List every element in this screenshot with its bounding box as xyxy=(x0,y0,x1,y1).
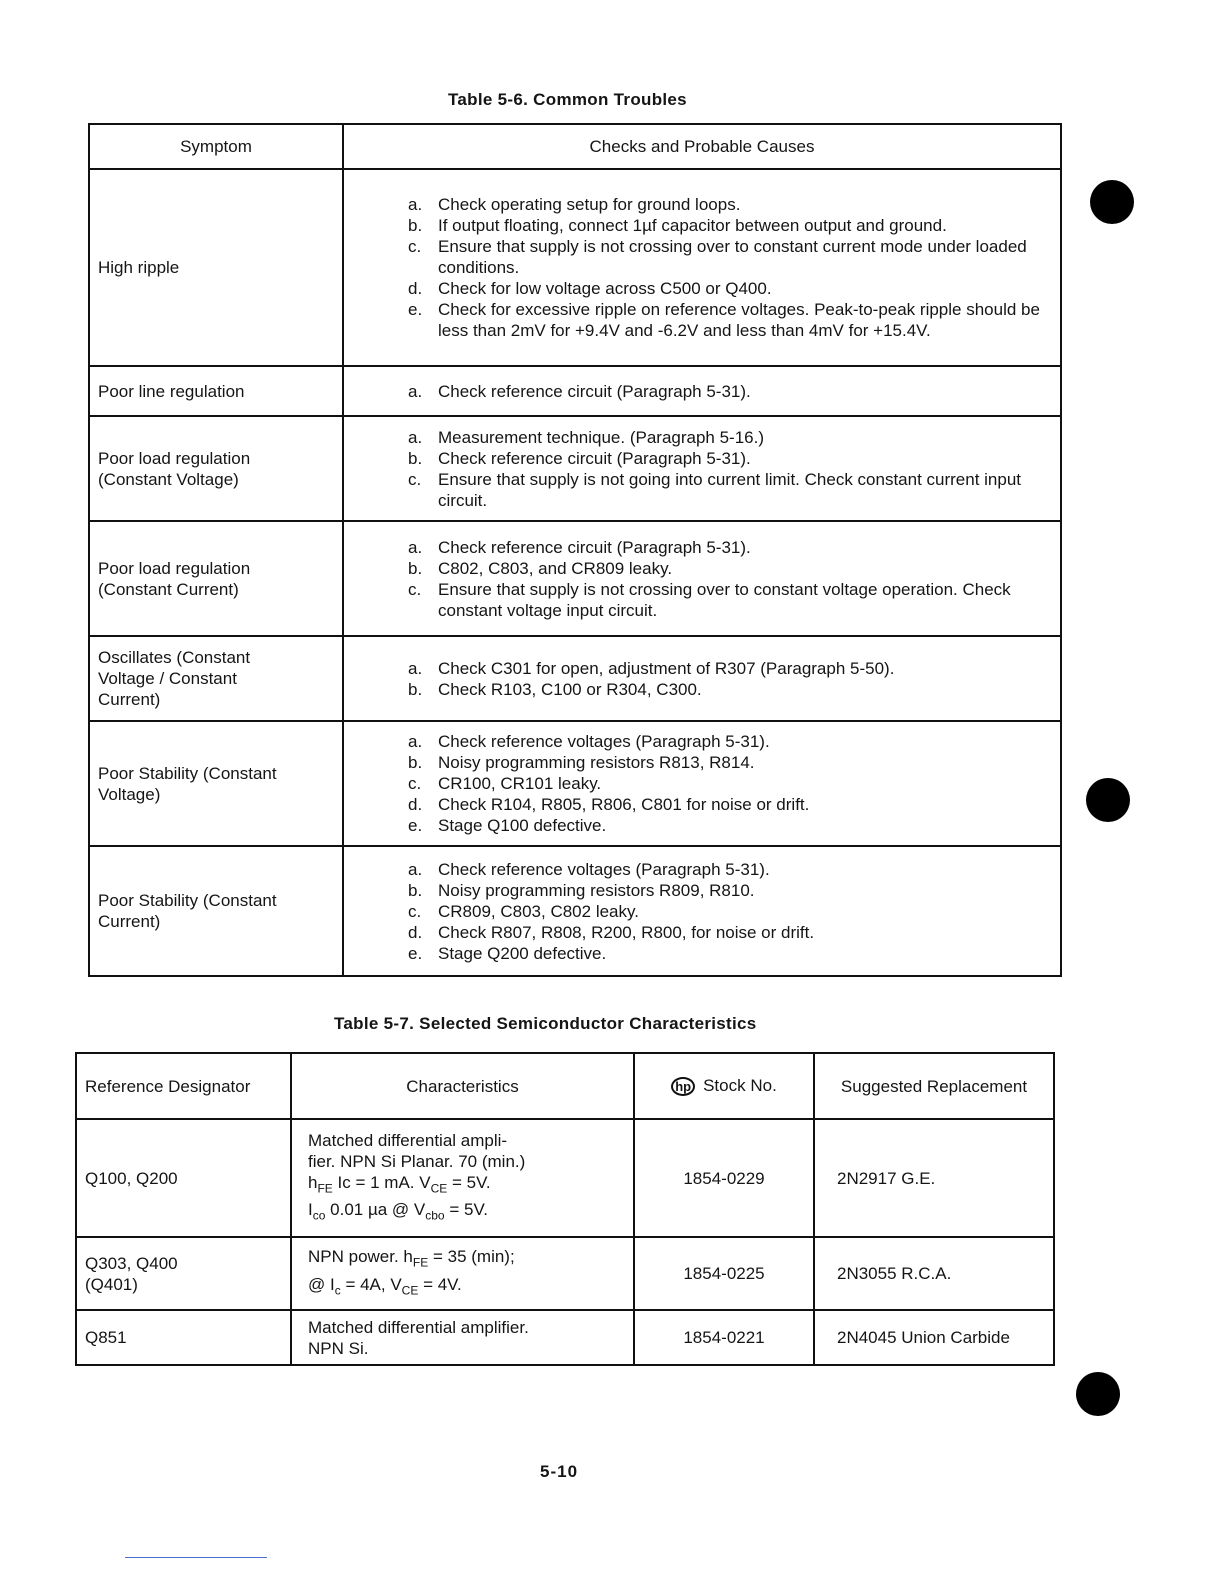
subscript: FE xyxy=(412,1255,429,1270)
check-item xyxy=(408,943,1056,964)
check-item xyxy=(408,679,1056,700)
item-text: Check reference circuit (Paragraph 5-31). xyxy=(438,537,751,557)
characteristics-line xyxy=(308,1338,625,1359)
reference-cell xyxy=(76,1119,291,1237)
check-item xyxy=(408,658,1056,679)
item-letter: e. xyxy=(408,816,423,835)
item-text: Ensure that supply is not crossing over to constant voltage operation. Check constant voltage input circuit. xyxy=(438,579,1011,620)
checks-cell xyxy=(343,636,1061,721)
item-letter: d. xyxy=(408,922,423,942)
item-text: Check reference circuit (Paragraph 5-31). xyxy=(438,448,751,468)
item-letter: c. xyxy=(408,579,422,599)
item-letter: b. xyxy=(408,558,423,578)
check-item xyxy=(408,794,1056,815)
text-segment: 0.01 µa @ V xyxy=(325,1200,426,1219)
table-row xyxy=(89,416,1061,521)
item-letter: b. xyxy=(408,448,423,468)
characteristics-line xyxy=(308,1317,625,1338)
item-text: Ensure that supply is not going into current limit. Check constant current input circuit. xyxy=(438,469,1022,510)
header-characteristics: Characteristics xyxy=(291,1053,634,1119)
binder-hole-icon xyxy=(1076,1372,1120,1416)
reference-line: Q303, Q400 xyxy=(85,1253,178,1273)
table-row xyxy=(76,1119,1054,1237)
check-item xyxy=(408,815,1056,836)
semiconductor-table xyxy=(75,1052,1055,1366)
text-segment: = 5V. xyxy=(444,1200,488,1219)
table-row xyxy=(89,846,1061,976)
item-letter: a. xyxy=(408,859,423,879)
table-row xyxy=(89,366,1061,416)
header-symptom: Symptom xyxy=(89,124,343,169)
subscript: co xyxy=(312,1208,326,1223)
binder-hole-icon xyxy=(1090,180,1134,224)
checks-cell xyxy=(343,846,1061,976)
check-item xyxy=(408,427,1056,448)
item-text: Check R103, C100 or R304, C300. xyxy=(438,679,702,699)
item-letter: a. xyxy=(408,658,423,678)
reference-line: Q100, Q200 xyxy=(85,1168,178,1188)
check-item xyxy=(408,469,1056,511)
text-segment: = 35 (min); xyxy=(428,1247,515,1267)
text-segment: Matched differential amplifier. xyxy=(308,1317,529,1337)
stock-cell: 1854-0225 xyxy=(634,1237,814,1310)
check-item xyxy=(408,448,1056,469)
item-text: CR100, CR101 leaky. xyxy=(438,774,602,793)
check-item xyxy=(408,731,1056,752)
replacement-cell: 2N3055 R.C.A. xyxy=(814,1237,1054,1310)
replacement-cell: 2N2917 G.E. xyxy=(814,1119,1054,1237)
item-letter: b. xyxy=(408,753,423,772)
characteristics-line xyxy=(308,1199,625,1226)
symptom-cell: Poor Stability (Constant Current) xyxy=(89,846,343,976)
item-letter: b. xyxy=(408,216,423,235)
item-text: Noisy programming resistors R809, R810. xyxy=(438,880,755,900)
text-segment: = 4A, V xyxy=(340,1274,402,1294)
item-letter: d. xyxy=(408,279,423,298)
characteristics-line xyxy=(308,1151,625,1172)
binder-hole-icon xyxy=(1086,778,1130,822)
text-segment: I xyxy=(308,1200,313,1219)
item-letter: a. xyxy=(408,537,423,557)
check-item xyxy=(408,537,1056,558)
subscript: FE xyxy=(317,1181,333,1195)
item-text: Ensure that supply is not crossing over to constant current mode under loaded conditions. xyxy=(438,237,1027,277)
text-segment: = 4V. xyxy=(418,1274,462,1294)
reference-line: Q851 xyxy=(85,1328,127,1347)
item-letter: a. xyxy=(408,732,423,751)
characteristics-line xyxy=(308,1130,625,1151)
item-text: Stage Q100 defective. xyxy=(438,816,607,835)
symptom-cell: Poor Stability (Constant Voltage) xyxy=(89,721,343,846)
table-row xyxy=(89,721,1061,846)
item-text: Check R807, R808, R200, R800, for noise or drift. xyxy=(438,922,815,942)
footer-rule xyxy=(125,1557,267,1558)
subscript: c xyxy=(334,1282,341,1297)
check-item xyxy=(408,299,1056,341)
symptom-cell: High ripple xyxy=(89,169,343,366)
table-5-6-title: Table 5-6. Common Troubles xyxy=(448,90,687,109)
symptom-cell: Oscillates (Constant Voltage / Constant Current) xyxy=(89,636,343,721)
item-letter: e. xyxy=(408,943,423,963)
check-item xyxy=(408,922,1056,943)
table-row xyxy=(89,169,1061,366)
header-reference: Reference Designator xyxy=(76,1053,291,1119)
header-checks: Checks and Probable Causes xyxy=(343,124,1061,169)
item-text: Check reference voltages (Paragraph 5-31). xyxy=(438,859,770,879)
subscript: CE xyxy=(430,1181,448,1195)
header-stock xyxy=(634,1053,814,1119)
characteristics-line xyxy=(308,1274,625,1301)
replacement-cell: 2N4045 Union Carbide xyxy=(814,1310,1054,1365)
item-text: C802, C803, and CR809 leaky. xyxy=(438,558,673,578)
check-item xyxy=(408,194,1056,215)
characteristics-cell xyxy=(291,1119,634,1237)
item-letter: c. xyxy=(408,774,422,793)
text-segment: = 5V. xyxy=(447,1172,491,1192)
symptom-cell: Poor load regulation (Constant Current) xyxy=(89,521,343,636)
text-segment: Matched differential ampli- xyxy=(308,1130,508,1150)
table-5-7-title: Table 5-7. Selected Semiconductor Characteristics xyxy=(334,1014,757,1033)
item-letter: a. xyxy=(408,381,423,401)
item-text: Check for excessive ripple on reference voltages. Peak-to-peak ripple should be less than 2mV for +9.4V and -6.2V and less than 4mV for +15.4V. xyxy=(438,300,1040,340)
header-replacement: Suggested Replacement xyxy=(814,1053,1054,1119)
reference-cell xyxy=(76,1237,291,1310)
item-letter: c. xyxy=(408,237,422,256)
item-text: If output floating, connect 1µf capacitor between output and ground. xyxy=(438,216,947,235)
characteristics-line xyxy=(308,1246,625,1273)
item-text: CR809, C803, C802 leaky. xyxy=(438,901,639,921)
item-letter: c. xyxy=(408,901,422,921)
check-item xyxy=(408,236,1056,278)
checks-cell xyxy=(343,521,1061,636)
characteristics-cell xyxy=(291,1237,634,1310)
page-number: 5-10 xyxy=(540,1462,579,1481)
item-letter: e. xyxy=(408,300,423,319)
checks-cell xyxy=(343,366,1061,416)
item-text: Check C301 for open, adjustment of R307 (Paragraph 5-50). xyxy=(438,658,895,678)
table-row xyxy=(89,636,1061,721)
item-letter: a. xyxy=(408,195,423,214)
text-segment: NPN power. h xyxy=(308,1247,413,1267)
check-item xyxy=(408,859,1056,880)
text-segment: Ic = 1 mA. V xyxy=(332,1172,431,1192)
symptom-cell: Poor load regulation (Constant Voltage) xyxy=(89,416,343,521)
subscript: CE xyxy=(401,1282,419,1297)
stock-cell: 1854-0229 xyxy=(634,1119,814,1237)
item-letter: a. xyxy=(408,427,423,447)
text-segment: h xyxy=(308,1172,318,1192)
checks-cell xyxy=(343,721,1061,846)
check-item xyxy=(408,558,1056,579)
text-segment: fier. NPN Si Planar. 70 (min.) xyxy=(308,1151,526,1171)
table-row xyxy=(76,1237,1054,1310)
check-item xyxy=(408,773,1056,794)
check-item xyxy=(408,278,1056,299)
subscript: cbo xyxy=(425,1208,445,1223)
characteristics-cell xyxy=(291,1310,634,1365)
check-item xyxy=(408,579,1056,621)
item-letter: c. xyxy=(408,469,422,489)
item-text: Check operating setup for ground loops. xyxy=(438,195,741,214)
item-text: Check reference voltages (Paragraph 5-31). xyxy=(438,732,770,751)
item-letter: d. xyxy=(408,795,423,814)
common-troubles-table xyxy=(88,123,1062,977)
text-segment: NPN Si. xyxy=(308,1338,369,1358)
checks-cell xyxy=(343,169,1061,366)
reference-line: (Q401) xyxy=(85,1274,138,1294)
item-text: Check for low voltage across C500 or Q400. xyxy=(438,279,772,298)
stock-cell: 1854-0221 xyxy=(634,1310,814,1365)
table-row xyxy=(89,521,1061,636)
check-item xyxy=(408,901,1056,922)
text-segment: @ I xyxy=(308,1274,335,1294)
check-item xyxy=(408,215,1056,236)
hp-logo-icon: hp xyxy=(671,1077,695,1096)
check-item xyxy=(408,381,1056,402)
item-letter: b. xyxy=(408,880,423,900)
characteristics-line xyxy=(308,1172,625,1199)
header-stock-label: Stock No. xyxy=(703,1076,777,1095)
item-text: Noisy programming resistors R813, R814. xyxy=(438,753,755,772)
reference-cell xyxy=(76,1310,291,1365)
item-text: Check reference circuit (Paragraph 5-31). xyxy=(438,381,751,401)
item-letter: b. xyxy=(408,679,423,699)
check-item xyxy=(408,880,1056,901)
symptom-cell: Poor line regulation xyxy=(89,366,343,416)
item-text: Stage Q200 defective. xyxy=(438,943,607,963)
check-item xyxy=(408,752,1056,773)
checks-cell xyxy=(343,416,1061,521)
item-text: Measurement technique. (Paragraph 5-16.) xyxy=(438,427,765,447)
item-text: Check R104, R805, R806, C801 for noise or drift. xyxy=(438,795,810,814)
table-row xyxy=(76,1310,1054,1365)
